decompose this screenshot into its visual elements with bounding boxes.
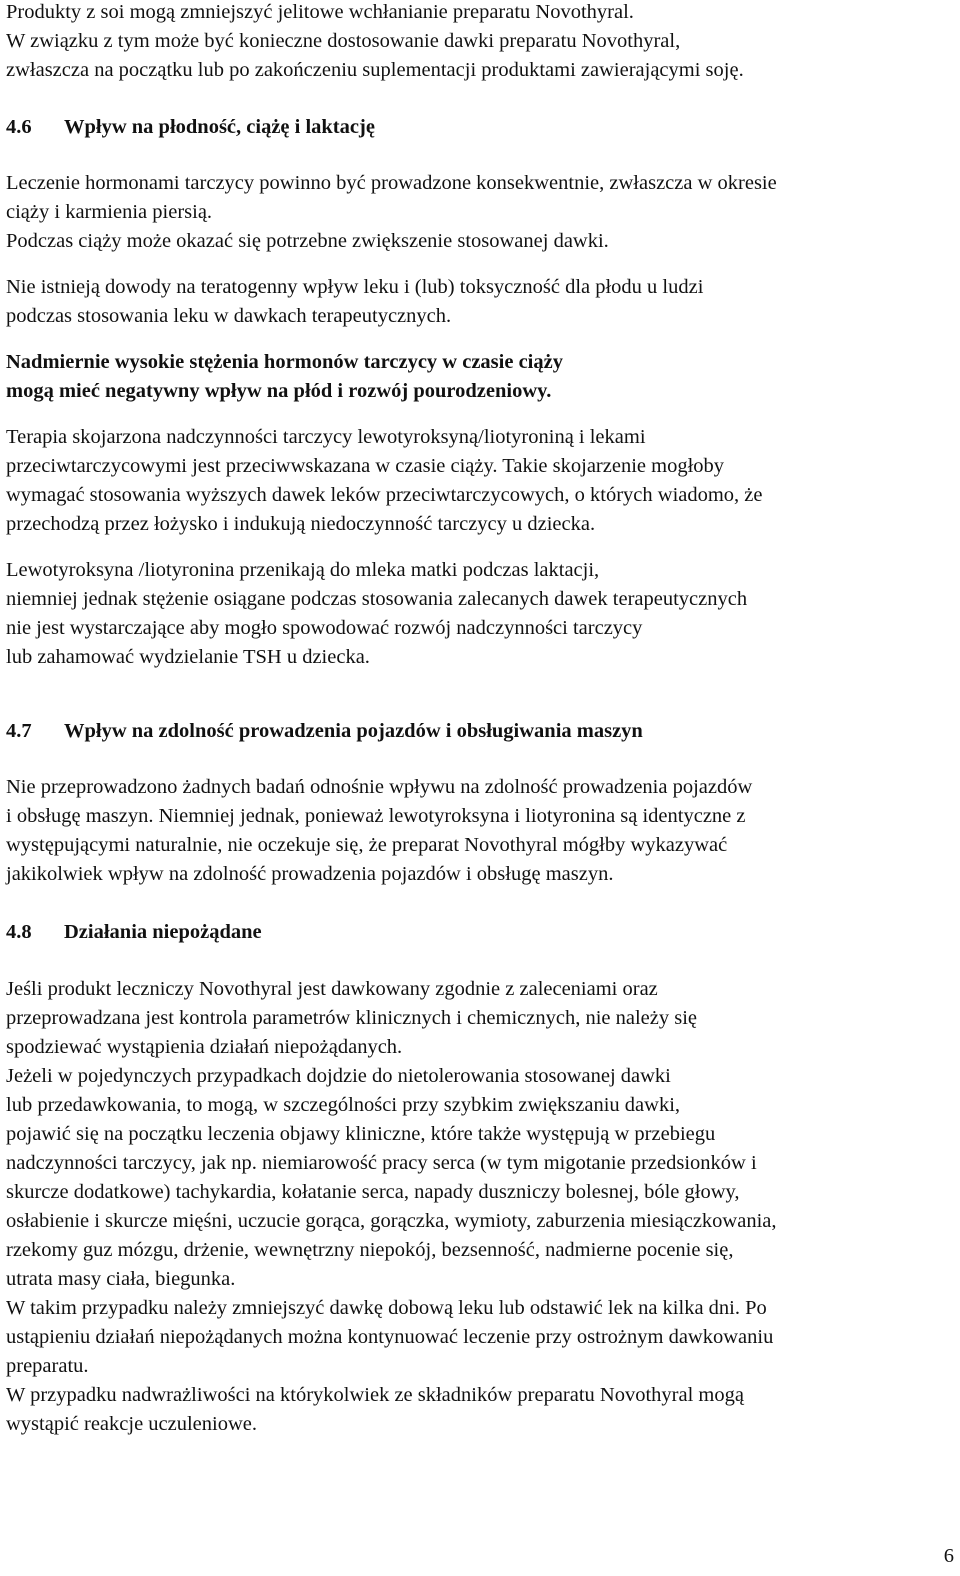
text-line: preparatu. [6,1355,89,1377]
text-line: występującymi naturalnie, nie oczekuje się, że preparat Novothyral mógłby wykazywać [6,834,728,856]
text-line: Nie przeprowadzono żadnych badań odnośnie wpływu na zdolność prowadzenia pojazdów [6,776,753,798]
paragraph [6,773,954,889]
text-line: Nadmiernie wysokie stężenia hormonów tarczycy w czasie ciąży [6,351,563,373]
text-line: W takim przypadku należy zmniejszyć dawkę dobową leku lub odstawić lek na kilka dni. Po [6,1297,767,1319]
text-line: W związku z tym może być konieczne dostosowanie dawki preparatu Novothyral, [6,30,681,52]
intro-paragraph [6,0,954,85]
text-line: Jeśli produkt leczniczy Novothyral jest dawkowany zgodnie z zaleceniami oraz [6,978,658,1000]
text-line: skurcze dodatkowe) tachykardia, kołatanie serca, napady duszniczy bolesnej, bóle głowy, [6,1181,740,1203]
text-line: jakikolwiek wpływ na zdolność prowadzenia pojazdów i obsługę maszyn. [6,863,614,885]
section-title: Wpływ na płodność, ciążę i laktację [64,116,375,138]
text-line: wystąpić reakcje uczuleniowe. [6,1413,258,1435]
text-line: mogą mieć negatywny wpływ na płód i rozwój pourodzeniowy. [6,380,552,402]
text-line: wymagać stosowania wyższych dawek leków przeciwtarczycowych, o których wiadomo, że [6,484,763,506]
paragraph [6,273,954,331]
text-line: Produkty z soi mogą zmniejszyć jelitowe wchłanianie preparatu Novothyral. [6,1,634,23]
paragraph [6,975,954,1439]
text-line: niemniej jednak stężenie osiągane podczas stosowania zalecanych dawek terapeutycznych [6,588,748,610]
section-heading-4-7 [6,717,954,746]
text-line: nadczynności tarczycy, jak np. niemiarowość pracy serca (w tym migotanie przedsionków i [6,1152,757,1174]
section-heading-4-8 [6,918,954,947]
text-line: W przypadku nadwrażliwości na którykolwiek ze składników preparatu Novothyral mogą [6,1384,744,1406]
text-line: osłabienie i skurcze mięśni, uczucie gorąca, gorączka, wymioty, zaburzenia miesiączkowania, [6,1210,777,1232]
paragraph [6,556,954,672]
text-line: Lewotyroksyna /liotyronina przenikają do mleka matki podczas laktacji, [6,559,600,581]
text-line: przeprowadzana jest kontrola parametrów klinicznych i chemicznych, nie należy się [6,1007,698,1029]
text-line: spodziewać wystąpienia działań niepożądanych. [6,1036,403,1058]
bold-paragraph [6,348,954,406]
text-line: Podczas ciąży może okazać się potrzebne zwiększenie stosowanej dawki. [6,230,609,252]
text-line: Leczenie hormonami tarczycy powinno być prowadzone konsekwentnie, zwłaszcza w okresie [6,172,777,194]
section-number: 4.8 [6,921,32,943]
section-number: 4.7 [6,720,32,742]
paragraph [6,169,954,256]
text-line: ustąpieniu działań niepożądanych można kontynuować leczenie przy ostrożnym dawkowaniu [6,1326,774,1348]
text-line: Jeżeli w pojedynczych przypadkach dojdzie do nietolerowania stosowanej dawki [6,1065,671,1087]
section-title: Wpływ na zdolność prowadzenia pojazdów i obsługiwania maszyn [64,720,643,742]
text-line: lub przedawkowania, to mogą, w szczególności przy szybkim zwiększaniu dawki, [6,1094,681,1116]
text-line: rzekomy guz mózgu, drżenie, wewnętrzny niepokój, bezsenność, nadmierne pocenie się, [6,1239,734,1261]
section-number: 4.6 [6,116,32,138]
text-line: podczas stosowania leku w dawkach terapeutycznych. [6,305,452,327]
text-line: ciąży i karmienia piersią. [6,201,213,223]
text-line: utrata masy ciała, biegunka. [6,1268,236,1290]
text-line: przeciwtarczycowymi jest przeciwwskazana w czasie ciąży. Takie skojarzenie mogłoby [6,455,725,477]
section-heading-4-6 [6,113,954,142]
text-line: Terapia skojarzona nadczynności tarczycy lewotyroksyną/liotyroniną i lekami [6,426,646,448]
text-line: i obsługę maszyn. Niemniej jednak, ponieważ lewotyroksyna i liotyronina są identyczne z [6,805,746,827]
text-line: pojawić się na początku leczenia objawy kliniczne, które także występują w przebiegu [6,1123,716,1145]
text-line: przechodzą przez łożysko i indukują niedoczynność tarczycy u dziecka. [6,513,596,535]
text-line: lub zahamować wydzielanie TSH u dziecka. [6,646,370,668]
paragraph [6,423,954,539]
document-page [6,0,954,1439]
text-line: Nie istnieją dowody na teratogenny wpływ leku i (lub) toksyczność dla płodu u ludzi [6,276,704,298]
section-title: Działania niepożądane [64,921,262,943]
page-number: 6 [943,1545,954,1567]
text-line: zwłaszcza na początku lub po zakończeniu suplementacji produktami zawierającymi soję. [6,59,744,81]
text-line: nie jest wystarczające aby mogło spowodować rozwój nadczynności tarczycy [6,617,643,639]
